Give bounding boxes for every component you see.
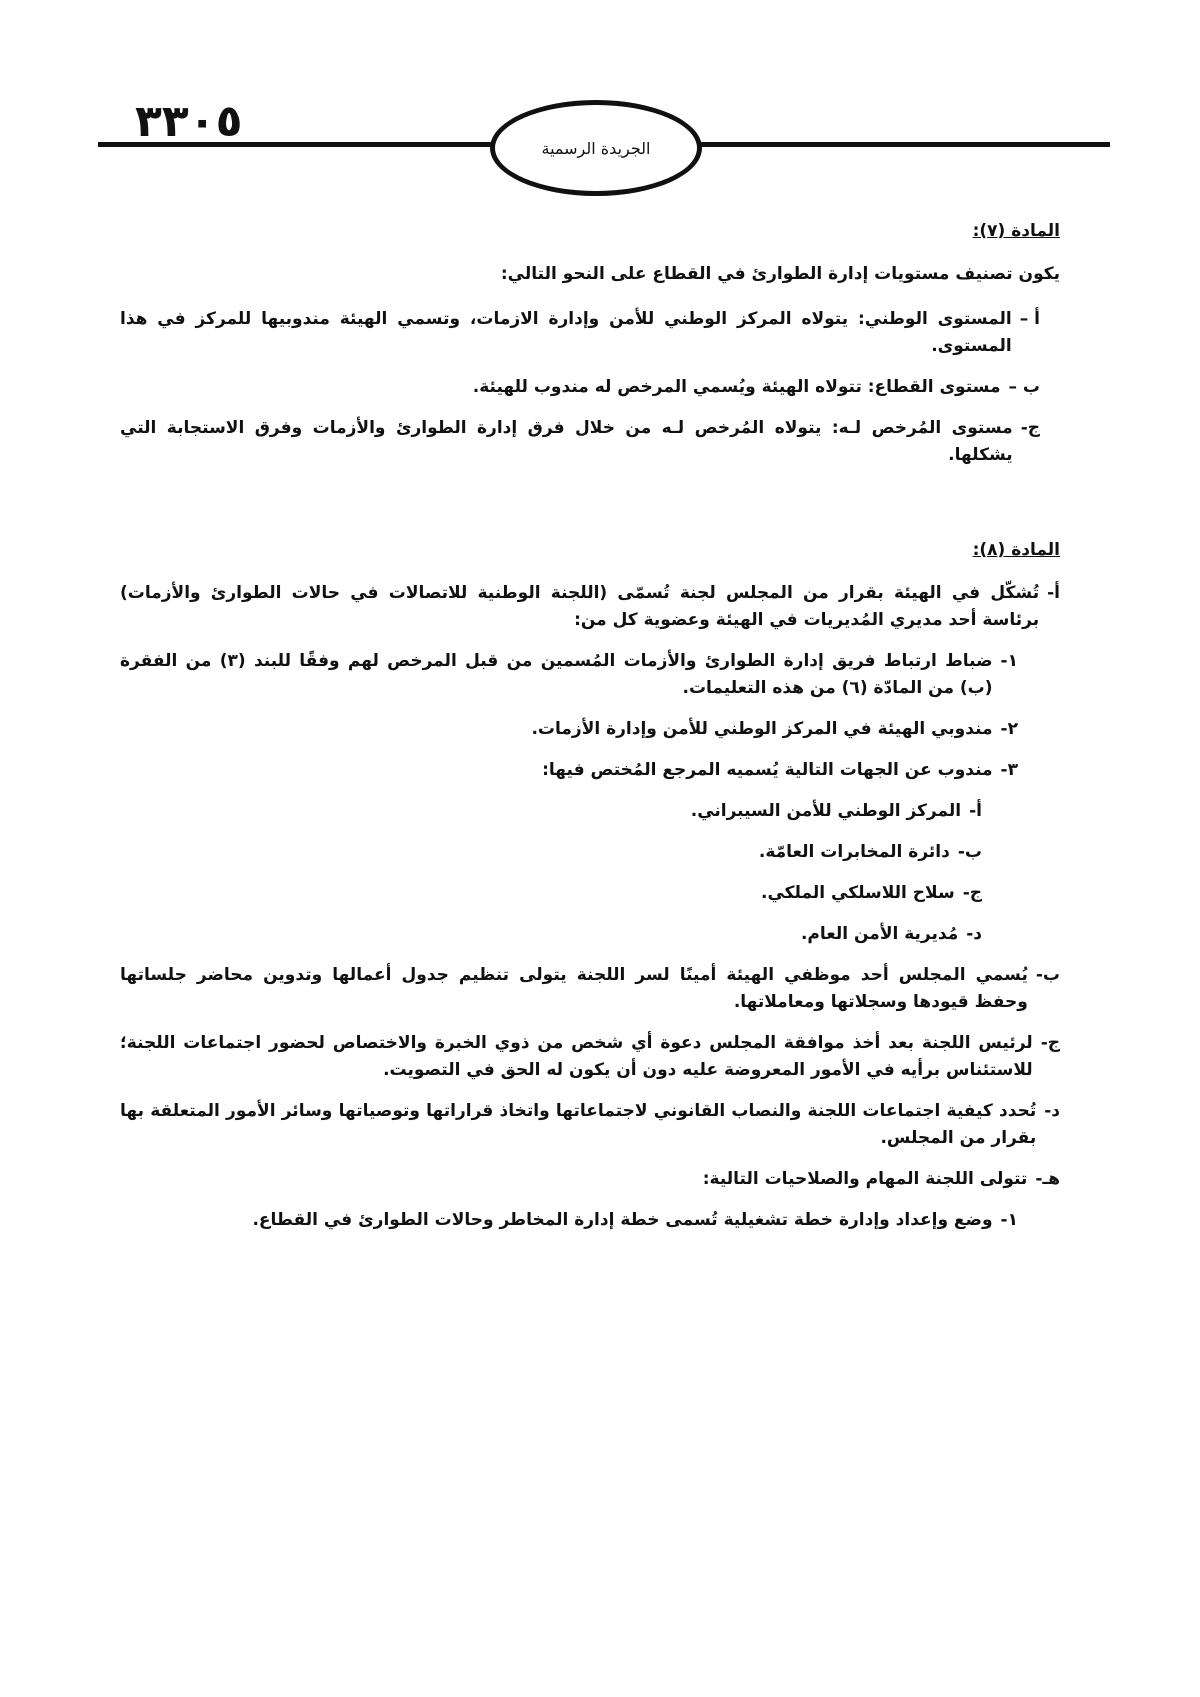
item-marker: ج- — [1040, 1033, 1060, 1053]
item-text: يُسمي المجلس أحد موظفي الهيئة أمينًا لسر اللجنة يتولى تنظيم جدول أعمالها وتدوين محاضر جلساتها وحفظ قيودها وسجلاتها ومعاملاتها. — [120, 965, 1028, 1012]
article-8-a3-item-a — [120, 798, 982, 825]
article-8-a3-item-b — [120, 839, 982, 866]
item-text: المستوى الوطني: يتولاه المركز الوطني للأمن وإدارة الازمات، وتسمي الهيئة مندوبيها للمركز في هذا المستوى. — [120, 309, 1012, 356]
item-text: دائرة المخابرات العامّة. — [758, 842, 950, 862]
item-text: ضباط ارتباط فريق إدارة الطوارئ والأزمات المُسمين من قبل المرخص لهم وفقًا للبند (٣) من الفقرة (ب) من المادّة (٦) من هذه التعليمات. — [120, 651, 993, 698]
article-8-heading: المادة (٨): — [972, 540, 1060, 560]
item-marker: ٢- — [1000, 719, 1018, 739]
item-text: مندوبي الهيئة في المركز الوطني للأمن وإدارة الأزمات. — [531, 719, 993, 739]
article-8-para-c — [120, 1030, 1060, 1084]
article-8-a-item-2 — [120, 716, 1018, 743]
item-marker: ب – — [1008, 377, 1040, 397]
item-marker: ب- — [957, 842, 982, 862]
item-marker: ٣- — [1000, 760, 1018, 780]
page-number: ٣٣٠٥ — [135, 96, 243, 147]
item-marker: ١- — [1000, 1210, 1018, 1230]
article-8-para-a — [120, 580, 1060, 634]
article-7-intro: يكون تصنيف مستويات إدارة الطوارئ في القطاع على النحو التالي: — [500, 264, 1060, 284]
item-marker: ج- — [962, 883, 982, 903]
item-text: سلاح اللاسلكي الملكي. — [761, 883, 955, 903]
item-marker: أ- — [1047, 583, 1060, 603]
article-8-para-b — [120, 962, 1060, 1016]
article-8-a-item-3 — [120, 757, 1018, 784]
item-marker: أ- — [969, 801, 982, 821]
article-8-para-d — [120, 1098, 1060, 1152]
masthead-title: الجريدة الرسمية — [541, 138, 651, 158]
item-text: تُشكّل في الهيئة بقرار من المجلس لجنة تُسمّى (اللجنة الوطنية للاتصالات في حالات الطوارئ والأزمات) برئاسة أحد مديري المُديريات في الهيئة وعضوية كل من: — [120, 583, 1040, 630]
item-text: مستوى القطاع: تتولاه الهيئة ويُسمي المرخص له مندوب للهيئة. — [472, 377, 1001, 397]
article-8-e-item-1 — [120, 1207, 1018, 1234]
section-spacer — [120, 483, 1060, 537]
item-marker: د- — [966, 924, 982, 944]
masthead-oval — [490, 100, 702, 196]
item-text: مندوب عن الجهات التالية يُسميه المرجع المُختص فيها: — [542, 760, 993, 780]
item-marker: هـ- — [1035, 1169, 1060, 1189]
item-text: مُديرية الأمن العام. — [800, 924, 959, 944]
article-8-a3-item-c — [120, 880, 982, 907]
article-8-a-item-1 — [120, 648, 1018, 702]
item-text: تتولى اللجنة المهام والصلاحيات التالية: — [702, 1169, 1028, 1189]
article-7-item-b — [120, 374, 1040, 401]
item-marker: د- — [1044, 1101, 1060, 1121]
document-body — [120, 218, 1060, 1248]
item-marker: أ – — [1019, 309, 1040, 329]
article-8-a3-item-d — [120, 921, 982, 948]
item-text: مستوى المُرخص لـه: يتولاه المُرخص لـه من خلال فرق إدارة الطوارئ والأزمات وفرق الاستجابة التي يشكلها. — [120, 418, 1013, 465]
item-text: وضع وإعداد وإدارة خطة تشغيلية تُسمى خطة إدارة المخاطر وحالات الطوارئ في القطاع. — [252, 1210, 993, 1230]
header-rule-right — [700, 142, 1110, 147]
item-text: المركز الوطني للأمن السيبراني. — [690, 801, 962, 821]
item-marker: ج- — [1020, 418, 1040, 438]
article-7-heading: المادة (٧): — [972, 221, 1060, 241]
item-text: تُحدد كيفية اجتماعات اللجنة والنصاب القانوني لاجتماعاتها واتخاذ قراراتها وتوصياتها وسائر الأمور المتعلقة بها بقرار من المجلس. — [120, 1101, 1037, 1148]
article-7-item-c — [120, 415, 1040, 469]
item-marker: ب- — [1035, 965, 1060, 985]
article-8-para-e — [120, 1166, 1060, 1193]
item-marker: ١- — [1000, 651, 1018, 671]
item-text: لرئيس اللجنة بعد أخذ موافقة المجلس دعوة أي شخص من ذوي الخبرة والاختصاص لحضور اجتماعات اللجنة؛ للاستئناس برأيه في الأمور المعروضة عليه دون أن يكون له الحق في التصويت. — [120, 1033, 1033, 1080]
article-7-item-a — [120, 306, 1040, 360]
